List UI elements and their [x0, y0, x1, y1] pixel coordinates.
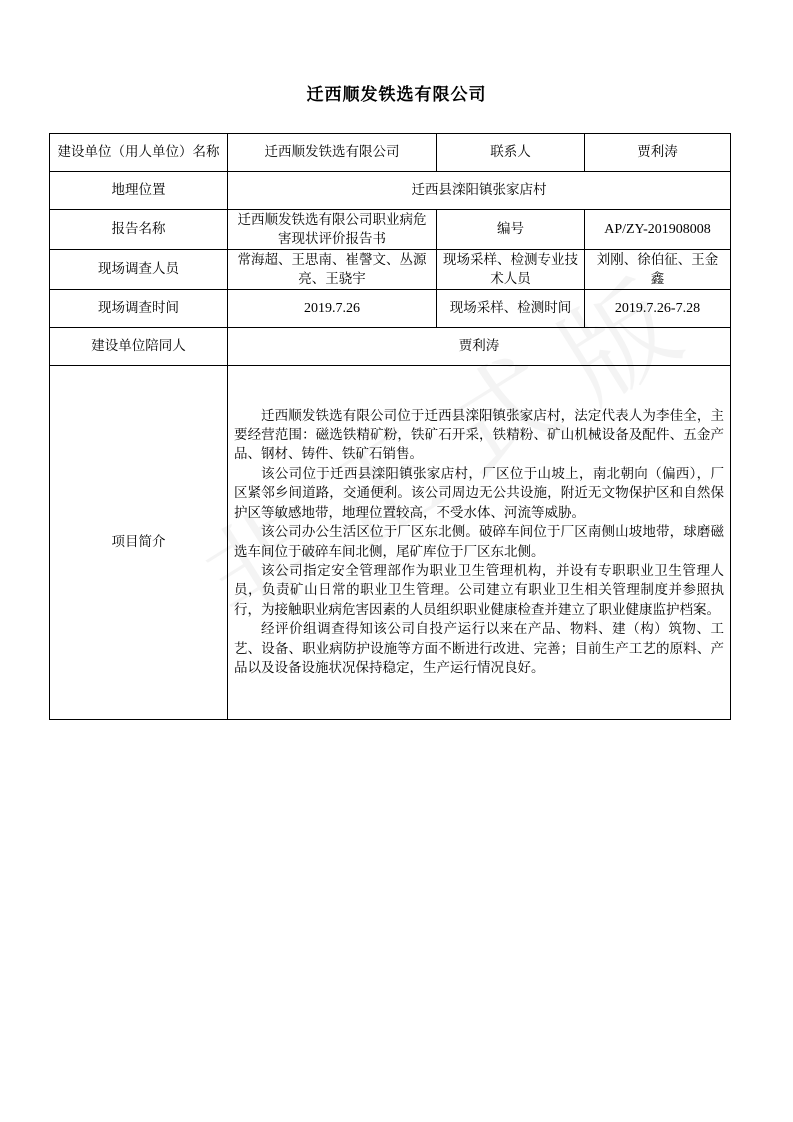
location-value: 迁西县滦阳镇张家店村 [228, 172, 731, 210]
table-row [50, 328, 731, 366]
table-row [50, 250, 731, 290]
report-name-label: 报告名称 [50, 210, 228, 250]
survey-time-label: 现场调查时间 [50, 290, 228, 328]
table-row [50, 172, 731, 210]
intro-paragraph: 该公司指定安全管理部作为职业卫生管理机构，并设有专职职业卫生管理人员，负责矿山日常的职业卫生管理。公司建立有职业卫生相关管理制度并参照执行，为接触职业病危害因素的人员组织职业健康检查并建立了职业健康监护档案。 [234, 562, 724, 618]
project-info-table [49, 133, 731, 720]
intro-paragraph: 该公司办公生活区位于厂区东北侧。破碎车间位于厂区南侧山坡地带，球磨磁选车间位于破碎车间北侧，尾矿库位于厂区东北侧。 [234, 524, 724, 560]
report-name-value: 迁西顺发铁选有限公司职业病危害现状评价报告书 [228, 210, 437, 250]
tech-staff-value: 刘刚、徐伯征、王金鑫 [585, 250, 731, 290]
code-label: 编号 [437, 210, 585, 250]
table-row [50, 210, 731, 250]
intro-paragraph: 该公司位于迁西县滦阳镇张家店村，厂区位于山坡上，南北朝向（偏西），厂区紧邻乡间道路，交通便利。该公司周边无公共设施，附近无文物保护区和自然保护区等敏感地带，地理位置较高，不受水体、河流等威胁。 [234, 465, 724, 521]
sampling-time-label: 现场采样、检测时间 [437, 290, 585, 328]
intro-paragraph: 经评价组调查得知该公司自投产运行以来在产品、物料、建（构）筑物、工艺、设备、职业病防护设施等方面不断进行改进、完善；目前生产工艺的原料、产品以及设备设施状况保持稳定，生产运行情况良好。 [234, 621, 724, 676]
unit-name-value: 迁西顺发铁选有限公司 [228, 134, 437, 172]
intro-content [228, 366, 731, 720]
sampling-time-value: 2019.7.26-7.28 [585, 290, 731, 328]
escort-label: 建设单位陪同人 [50, 328, 228, 366]
intro-paragraph: 迁西顺发铁选有限公司位于迁西县滦阳镇张家店村，法定代表人为李佳全，主要经营范围：磁选铁精矿粉，铁矿石开采，铁精粉、矿山机械设备及配件、五金产品、钢材、铸件、铁矿石销售。 [234, 407, 724, 463]
contact-label: 联系人 [437, 134, 585, 172]
table-row [50, 366, 731, 720]
escort-value: 贾利涛 [228, 328, 731, 366]
code-value: AP/ZY-201908008 [585, 210, 731, 250]
tech-staff-label: 现场采样、检测专业技术人员 [437, 250, 585, 290]
location-label: 地理位置 [50, 172, 228, 210]
document-title: 迁西顺发铁选有限公司 [306, 85, 487, 105]
surveyors-label: 现场调查人员 [50, 250, 228, 290]
survey-time-value: 2019.7.26 [228, 290, 437, 328]
table-row [50, 290, 731, 328]
contact-value: 贾利涛 [585, 134, 731, 172]
intro-label: 项目简介 [50, 366, 228, 720]
surveyors-value: 常海超、王思南、崔謦文、丛源亮、王骁宇 [228, 250, 437, 290]
unit-name-label: 建设单位（用人单位）名称 [50, 134, 228, 172]
table-row [50, 134, 731, 172]
